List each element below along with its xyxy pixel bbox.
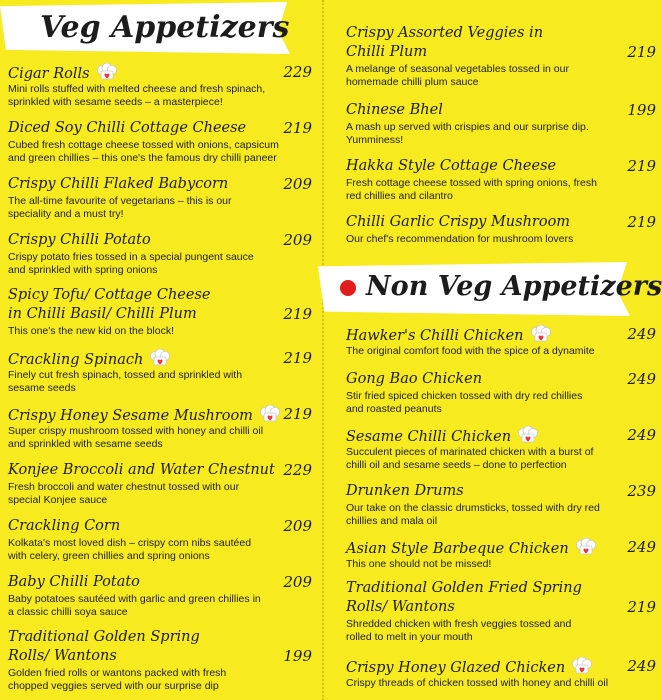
chef-hat-heart-icon bbox=[149, 349, 171, 367]
menu-item-description: Our chef's recommendation for mushroom lovers bbox=[346, 233, 574, 245]
non-veg-marker-icon bbox=[340, 280, 356, 296]
menu-item-description: The original comfort food with the spice of a dynamite bbox=[346, 345, 595, 357]
menu-item-name: Crispy Chilli Potato bbox=[8, 232, 151, 248]
menu-item-name: Rolls/ Wantons bbox=[346, 599, 455, 615]
menu-item-price: 209 bbox=[283, 573, 312, 591]
menu-item-description: Crispy threads of chicken tossed with honey and chilli oil bbox=[346, 677, 609, 689]
menu-item-name: Spicy Tofu/ Cottage Cheese bbox=[8, 287, 211, 303]
menu-item-name: Crispy Honey Glazed Chicken bbox=[346, 657, 593, 678]
menu-item-description: with celery, green chillies and spring onions bbox=[8, 550, 210, 562]
menu-item-name: Drunken Drums bbox=[346, 483, 464, 499]
menu-item-description: Our take on the classic drumsticks, tossed with dry red bbox=[346, 502, 600, 514]
menu-item-description: Crispy potato fries tossed in a special pungent sauce bbox=[8, 251, 254, 263]
menu-item-description: sesame seeds bbox=[8, 382, 76, 394]
menu-item-description: a classic chilli soya sauce bbox=[8, 606, 128, 618]
menu-item-description: speciality and a must try! bbox=[8, 208, 124, 220]
menu-item-name: Gong Bao Chicken bbox=[346, 371, 483, 387]
menu-item-price: 209 bbox=[283, 175, 312, 193]
menu-item-price: 209 bbox=[283, 517, 312, 535]
menu-item-description: Finely cut fresh spinach, tossed and sprinkled with bbox=[8, 369, 243, 381]
menu-item-price: 249 bbox=[627, 657, 656, 675]
menu-item-name: Baby Chilli Potato bbox=[8, 574, 140, 590]
menu-item-description: A melange of seasonal vegetables tossed in our bbox=[346, 63, 569, 75]
menu-item-description: Shredded chicken with fresh veggies tossed and bbox=[346, 618, 572, 630]
menu-item-description: This one's the new kid on the block! bbox=[8, 325, 175, 337]
menu-item-description: and roasted peanuts bbox=[346, 403, 442, 415]
menu-item-price: 219 bbox=[627, 213, 656, 231]
column-divider bbox=[322, 0, 326, 700]
menu-item-name: Sesame Chilli Chicken bbox=[346, 426, 539, 447]
menu-item-name: Crispy Assorted Veggies in bbox=[346, 25, 544, 41]
menu-item-description: Fresh broccoli and water chestnut tossed with our bbox=[8, 481, 240, 493]
chef-hat-heart-icon bbox=[96, 63, 118, 81]
menu-item-description: The all-time favourite of vegetarians – this is our bbox=[8, 195, 232, 207]
menu-item-name: Chilli Plum bbox=[346, 44, 428, 60]
menu-item-price: 229 bbox=[283, 63, 312, 81]
menu-item-name: Hawker's Chilli Chicken bbox=[346, 325, 552, 346]
menu-item-description: and sprinkled with sesame seeds bbox=[8, 438, 163, 450]
menu-item-price: 209 bbox=[283, 231, 312, 249]
menu-item-price: 219 bbox=[283, 119, 312, 137]
menu-item-price: 199 bbox=[283, 647, 312, 665]
menu-item-description: This one should not be missed! bbox=[346, 558, 492, 570]
menu-item-description: red chillies and cilantro bbox=[346, 190, 453, 202]
menu-item-description: and sprinkled with spring onions bbox=[8, 264, 158, 276]
menu-item-name: Asian Style Barbeque Chicken bbox=[346, 538, 597, 559]
menu-item-description: sprinkled with sesame seeds – a masterpiece! bbox=[8, 96, 223, 108]
menu-item-description: chopped veggies served with our surprise dip bbox=[8, 680, 219, 692]
menu-item-price: 249 bbox=[627, 538, 656, 556]
menu-item-description: Kolkata's most loved dish – crispy corn nibs sautéed bbox=[8, 537, 252, 549]
menu-item-name: Chinese Bhel bbox=[346, 102, 443, 118]
menu-item-description: Stir fried spiced chicken tossed with dry red chillies bbox=[346, 390, 583, 402]
menu-item-price: 219 bbox=[627, 157, 656, 175]
menu-item-name: Rolls/ Wantons bbox=[8, 648, 117, 664]
menu-item-name: Hakka Style Cottage Cheese bbox=[346, 158, 557, 174]
menu-item-price: 249 bbox=[627, 370, 656, 388]
menu-item-description: Mini rolls stuffed with melted cheese and fresh spinach, bbox=[8, 83, 266, 95]
menu-item-name: Crispy Chilli Flaked Babycorn bbox=[8, 176, 229, 192]
menu-item-name: in Chilli Basil/ Chilli Plum bbox=[8, 306, 197, 322]
menu-item-description: special Konjee sauce bbox=[8, 494, 108, 506]
chef-hat-heart-icon bbox=[530, 325, 552, 343]
menu-item-description: Succulent pieces of marinated chicken with a burst of bbox=[346, 446, 594, 458]
menu-item-price: 219 bbox=[283, 305, 312, 323]
menu-item-price: 219 bbox=[627, 598, 656, 616]
chef-hat-heart-icon bbox=[575, 538, 597, 556]
menu-item-description: Cubed fresh cottage cheese tossed with onions, capsicum bbox=[8, 139, 279, 151]
menu-item-description: and green chillies – this one's the famous dry chilli paneer bbox=[8, 152, 277, 164]
menu-item-name: Chilli Garlic Crispy Mushroom bbox=[346, 214, 571, 230]
menu-item-description: homemade chilli plum sauce bbox=[346, 76, 479, 88]
menu-item-name: Traditional Golden Fried Spring bbox=[346, 580, 582, 596]
chef-hat-heart-icon bbox=[517, 426, 539, 444]
menu-item-price: 249 bbox=[627, 325, 656, 343]
menu-item-price: 229 bbox=[283, 461, 312, 479]
menu-item-description: chilli oil and sesame seeds – done to perfection bbox=[346, 459, 567, 471]
menu-item-price: 219 bbox=[283, 349, 312, 367]
menu-item-description: A mash up served with crispies and our surprise dip. bbox=[346, 121, 589, 133]
menu-item-name: Konjee Broccoli and Water Chestnut bbox=[8, 462, 275, 478]
menu-item-description: rolled to melt in your mouth bbox=[346, 631, 473, 643]
menu-item-name: Traditional Golden Spring bbox=[8, 629, 200, 645]
menu-item-description: Yumminess! bbox=[346, 134, 404, 146]
menu-item-name: Crackling Spinach bbox=[8, 349, 171, 370]
menu-item-name: Crackling Corn bbox=[8, 518, 121, 534]
menu-item-price: 239 bbox=[627, 482, 656, 500]
menu-item-description: Fresh cottage cheese tossed with spring onions, fresh bbox=[346, 177, 597, 189]
menu-item-price: 219 bbox=[283, 405, 312, 423]
menu-item-name: Crispy Honey Sesame Mushroom bbox=[8, 405, 281, 426]
menu-item-description: Super crispy mushroom tossed with honey and chilli oil bbox=[8, 425, 264, 437]
menu-item-price: 219 bbox=[627, 43, 656, 61]
menu-item-price: 199 bbox=[627, 101, 656, 119]
chef-hat-heart-icon bbox=[259, 405, 281, 423]
nonveg-section-title: Non Veg Appetizers bbox=[366, 271, 662, 302]
menu-item-name: Cigar Rolls bbox=[8, 63, 118, 84]
menu-item-description: chillies and mala oil bbox=[346, 515, 438, 527]
menu-item-price: 249 bbox=[627, 426, 656, 444]
chef-hat-heart-icon bbox=[571, 657, 593, 675]
menu-item-name: Diced Soy Chilli Cottage Cheese bbox=[8, 120, 247, 136]
veg-section-title: Veg Appetizers bbox=[40, 10, 290, 45]
menu-item-description: Golden fried rolls or wantons packed with fresh bbox=[8, 667, 227, 679]
menu-item-description: Baby potatoes sautéed with garlic and green chillies in bbox=[8, 593, 261, 605]
